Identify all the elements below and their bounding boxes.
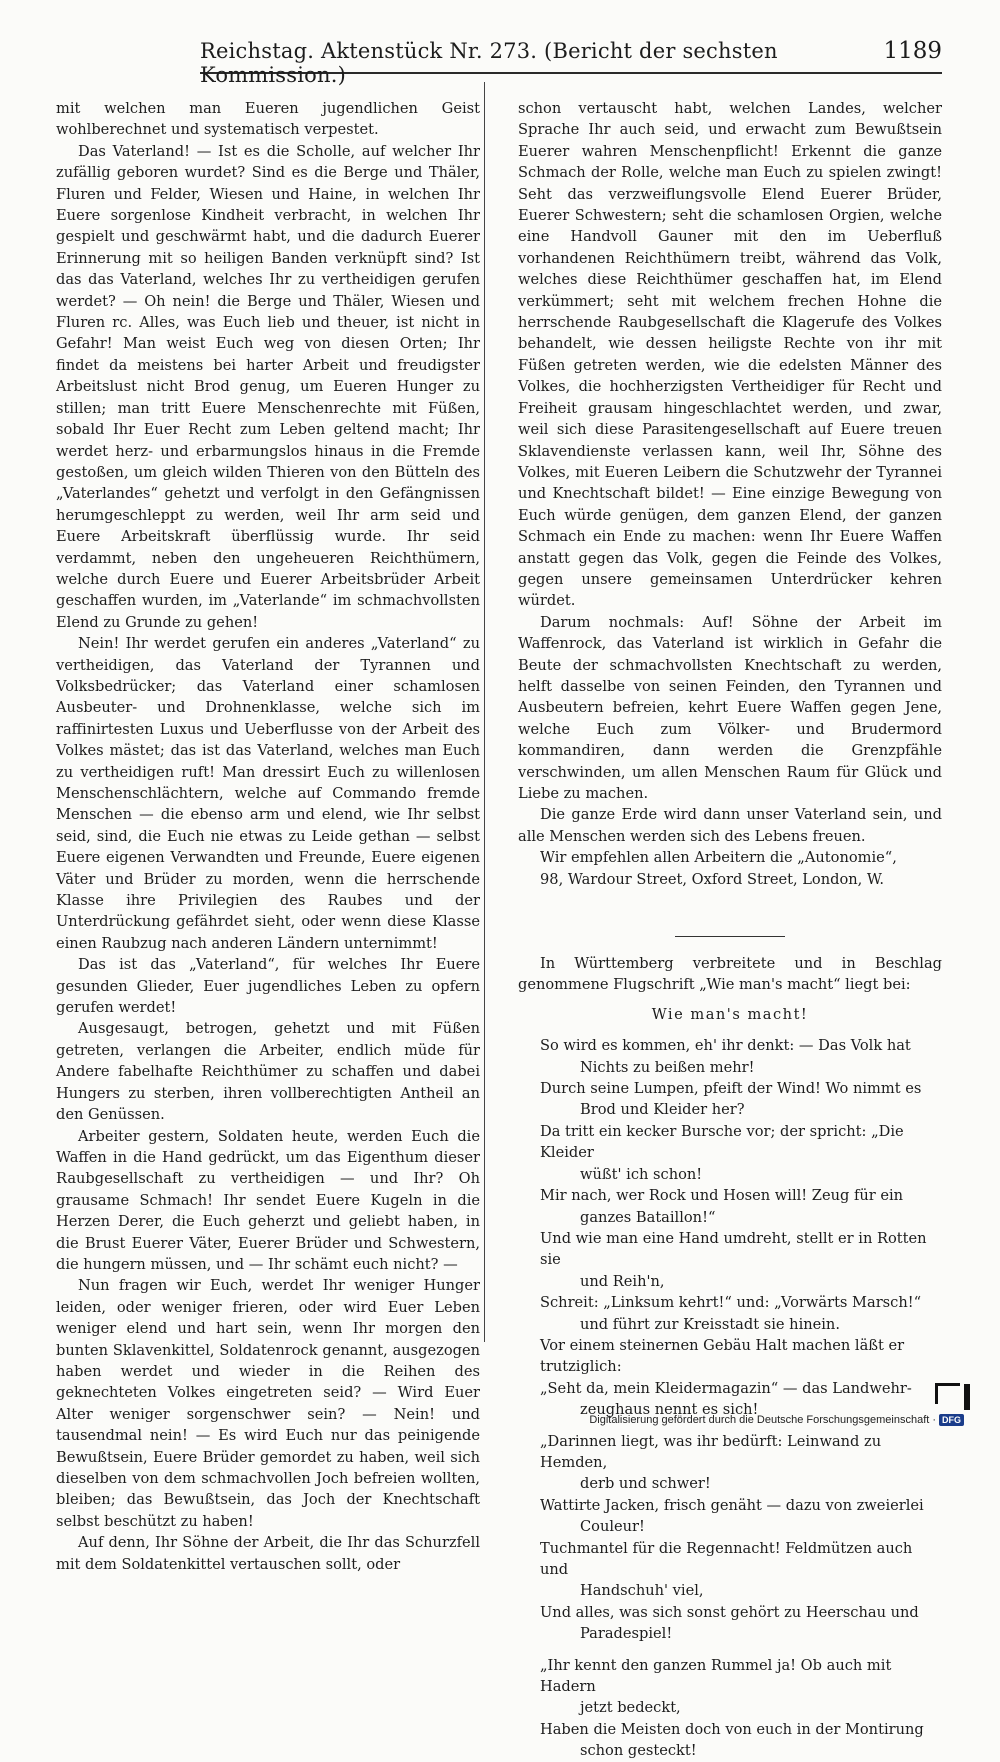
- page-title: Reichstag. Aktenstück Nr. 273. (Bericht der sechsten Kommission.): [200, 39, 778, 87]
- verse-line: „Ihr kennt den ganzen Rummel ja! Ob auch mit Hadern: [540, 1656, 892, 1696]
- verse-line: Schreit: „Linksum kehrt!“ und: „Vorwärts Marsch!“: [540, 1294, 922, 1312]
- verse-line-cont: Couleur!: [580, 1518, 645, 1536]
- right-column: [518, 98, 942, 1762]
- page-header: [200, 38, 942, 87]
- verse: [518, 1538, 942, 1602]
- verse: [518, 1185, 942, 1228]
- paragraph: schon vertauscht habt, welchen Landes, welcher Sprache Ihr auch seid, und erwacht zum Bewußtsein Euerer wahren Menschenpflicht! Erkennt die ganze Schmach der Rolle, welche man Euch zu spielen zwingt! Seht das verzweiflungsvolle Elend Euerer Brüder, Euerer Schwestern; seht die schamlosen Orgien, welche eine Handvoll Gauner mit den im Ueberfluß vorhandenen Reichthümern treibt, während das Volk, welches diese Reichthümer geschaffen hat, im Elend verkümmert; seht mit welchem frechen Hohne die herrschende Raubgesellschaft die Klagerufe des Volkes behandelt, wie dessen heiligste Rechte von ihr mit Füßen getreten werden, wie die edelsten Männer des Volkes, die hochherzigsten Vertheidiger für Recht und Freiheit grausam hingeschlachtet werden, und zwar, weil sich diese Parasitengesellschaft auf Euere treuen Sklavendienste verlassen kann, weil Ihr, Söhne des Volkes, mit Eueren Leibern die Schutzwehr der Tyrannei und Knechtschaft bildet! — Eine einzige Bewegung von Euch würde genügen, dem ganzen Elend, der ganzen Schmach ein Ende zu machen: wenn Ihr Euere Waffen anstatt gegen das Volk, gegen die Feinde des Volkes, gegen unsere gemeinsamen Unterdrücker kehren würdet.: [518, 100, 942, 610]
- poem-stanza: [518, 1431, 942, 1645]
- paragraph: Auf denn, Ihr Söhne der Arbeit, die Ihr das Schurzfell mit dem Soldatenkittel vertauschen sollt, oder: [56, 1534, 480, 1573]
- left-column: [56, 98, 480, 1575]
- verse-line: Da tritt ein kecker Bursche vor; der spricht: „Die Kleider: [540, 1122, 904, 1162]
- column-divider: [484, 82, 485, 1342]
- verse: [518, 1602, 942, 1645]
- attachment-intro: In Württemberg verbreitete und in Beschlag genommene Flugschrift „Wie man's macht“ liegt bei:: [518, 955, 942, 994]
- poem-stanza: [518, 1655, 942, 1762]
- verse: [518, 1495, 942, 1538]
- verse-line: Und alles, was sich sonst gehört zu Heerschau und: [540, 1603, 919, 1621]
- paragraph: mit welchen man Eueren jugendlichen Geist wohlberechnet und systematisch verpestet.: [56, 100, 480, 139]
- verse-line-cont: zeughaus nennt es sich!: [580, 1401, 759, 1419]
- page-corner-mark: [935, 1383, 960, 1404]
- digitization-footer: [589, 1414, 964, 1426]
- verse: [518, 1431, 942, 1495]
- verse-line: „Seht da, mein Kleidermagazin“ — das Landwehr-: [540, 1379, 912, 1397]
- verse-line: Mir nach, wer Rock und Hosen will! Zeug für ein: [540, 1187, 904, 1205]
- paragraph: Nun fragen wir Euch, werdet Ihr weniger Hunger leiden, oder weniger frieren, oder wird Euer Leben weniger elend und hart sein, wenn Ihr morgen den bunten Sklavenkittel, Soldatenrock genannt, ausgezogen haben werdet und wieder in die Reihen des geknechteten Volkes eingetreten seid? — Wird Euer Alter weniger sorgenschwer sein? — Nein! und tausendmal nein! — Es wird Euch nur das peinigende Bewußtsein, Euere Brüder gemordet zu haben, weil sich dieselben von dem schmachvollen Joch befreien wollten, bleiben; das Bewußtsein, das Joch der Knechtschaft selbst beschützt zu haben!: [56, 1277, 480, 1530]
- verse-line-cont: und Reih'n,: [580, 1272, 665, 1290]
- verse-line: So wird es kommen, eh' ihr denkt: — Das Volk hat: [540, 1037, 911, 1055]
- verse-line: Tuchmantel für die Regennacht! Feldmützen auch und: [540, 1539, 913, 1578]
- verse-line: Und wie man eine Hand umdreht, stellt er in Rotten sie: [540, 1229, 927, 1269]
- footer-separator: ·: [932, 1414, 936, 1426]
- page-number: 1189: [883, 38, 942, 64]
- verse-line-cont: Brod und Kleider her?: [580, 1101, 745, 1119]
- verse-line-cont: und führt zur Kreisstadt sie hinein.: [580, 1315, 840, 1333]
- verse-line-cont: Paradespiel!: [580, 1625, 673, 1643]
- paragraph: Ausgesaugt, betrogen, gehetzt und mit Füßen getreten, verlangen die Arbeiter, endlich müde für Andere fabelhafte Reichthümer zu schaffen und dabei Hungers zu sterben, ihren vollberechtigten Antheil an den Genüssen.: [56, 1020, 480, 1124]
- footer-credit: Digitalisierung gefördert durch die Deutsche Forschungsgemeinschaft: [589, 1414, 930, 1426]
- verse-line-cont: ganzes Bataillon!“: [580, 1208, 716, 1226]
- section-separator: [675, 936, 785, 937]
- paragraph: Die ganze Erde wird dann unser Vaterland sein, und alle Menschen werden sich des Lebens freuen.: [518, 806, 942, 845]
- verse-line-cont: wüßt' ich schon!: [580, 1165, 703, 1183]
- verse: [518, 1335, 942, 1378]
- verse-line: Vor einem steinernen Gebäu Halt machen läßt er trutziglich:: [540, 1336, 905, 1376]
- verse: [518, 1719, 942, 1762]
- verse: [518, 1292, 942, 1335]
- verse-line-cont: Nichts zu beißen mehr!: [580, 1058, 755, 1076]
- verse-line-cont: derb und schwer!: [580, 1475, 711, 1493]
- poem-title: Wie man's macht!: [651, 1005, 809, 1023]
- verse: [518, 1655, 942, 1719]
- signature-line: Wir empfehlen allen Arbeitern die „Autonomie“,: [540, 849, 897, 867]
- paragraph: Nein! Ihr werdet gerufen ein anderes „Vaterland“ zu vertheidigen, das Vaterland der Tyrannen und Volksbedrücker; das Vaterland einer schamlosen Ausbeuter- und Drohnenklasse, welche sich im raffinirtesten Luxus und Ueberflusse von der Arbeit des Volkes mästet; das ist das Vaterland, welches man Euch zu vertheidigen ruft! Man dressirt Euch zu willenlosen Menschenschlächtern, welche auf Commando fremde Menschen — die ebenso arm und elend, wie Ihr selbst seid, sind, die Euch nie etwas zu Leide gethan — selbst Euere eigenen Verwandten und Freunde, Euere eigenen Väter und Brüder zu morden, wenn die herrschende Klasse ihre Privilegien des Raubes und der Unterdrückung gefährdet sieht, oder wenn diese Klasse einen Raubzug nach anderen Ländern unternimmt!: [56, 635, 480, 952]
- address-line: 98, Wardour Street, Oxford Street, London, W.: [540, 870, 885, 888]
- verse-line: Wattirte Jacken, frisch genäht — dazu von zweierlei: [540, 1496, 924, 1514]
- verse: [518, 1121, 942, 1185]
- page-corner-bar: [964, 1384, 970, 1410]
- verse-line: Haben die Meisten doch von euch in der Montirung: [540, 1720, 924, 1738]
- paragraph: Arbeiter gestern, Soldaten heute, werden Euch die Waffen in die Hand gedrückt, um das Eigenthum dieser Raubgesellschaft zu vertheidigen — und Ihr? Oh grausame Schmach! Ihr sendet Euere Kugeln in die Herzen Derer, die Euch geherzt und geliebt haben, in die Brust Euerer Väter, Euerer Brüder und Schwestern, die hungern müssen, und — Ihr schämt euch nicht? —: [56, 1127, 480, 1273]
- paragraph: Das ist das „Vaterland“, für welches Ihr Euere gesunden Glieder, Euer jugendliches Leben zu opfern gerufen werdet!: [56, 956, 480, 1017]
- verse-line-cont: Handschuh' viel,: [580, 1582, 704, 1600]
- verse-line: „Darinnen liegt, was ihr bedürft: Leinwand zu Hemden,: [540, 1432, 882, 1471]
- poem-stanza: [518, 1035, 942, 1420]
- verse-line-cont: schon gesteckt!: [580, 1742, 697, 1760]
- verse: [518, 1078, 942, 1121]
- verse-line: Durch seine Lumpen, pfeift der Wind! Wo nimmt es: [540, 1080, 922, 1098]
- dfg-logo-icon: DFG: [939, 1414, 964, 1426]
- verse: [518, 1035, 942, 1078]
- verse: [518, 1228, 942, 1292]
- verse-line-cont: jetzt bedeckt,: [580, 1699, 681, 1717]
- paragraph: Darum nochmals: Auf! Söhne der Arbeit im Waffenrock, das Vaterland ist wirklich in Gefahr die Beute der schmachvollsten Knechtschaft zu werden, helft dasselbe von seinen Feinden, den Tyrannen und Ausbeutern befreien, kehrt Euere Waffen gegen Jene, welche Euch zum Völker- und Brudermord kommandiren, dann werden die Grenzpfähle verschwinden, um allen Menschen Raum für Glück und Liebe zu machen.: [518, 613, 942, 802]
- paragraph: Das Vaterland! — Ist es die Scholle, auf welcher Ihr zufällig geboren wurdet? Sind es die Berge und Thäler, Fluren und Felder, Wiesen und Haine, in welchen Ihr Euere sorgenlose Kindheit verbracht, in welchen Ihr gespielt und geschwärmt habt, und die dadurch Euerer Erinnerung mit so heiligen Banden verknüpft sind? Ist das das Vaterland, welches Ihr zu vertheidigen gerufen werdet? — Oh nein! die Berge und Thäler, Wiesen und Fluren rc. Alles, was Euch lieb und theuer, ist nicht in Gefahr! Man weist Euch weg von diesen Orten; Ihr findet da meistens bei harter Arbeit und freudigster Arbeitslust nicht Brod genug, um Eueren Hunger zu stillen; man tritt Euere Menschenrechte mit Füßen, sobald Ihr Euer Recht zum Leben geltend macht; Ihr werdet herz- und erbarmungslos hinaus in die Fremde gestoßen, um gleich wilden Thieren von den Bütteln des „Vaterlandes“ gehetzt und verfolgt in den Gefängnissen herumgeschleppt zu werden, weil Ihr arm seid und Euere Arbeitskraft überflüssig wurde. Ihr seid verdammt, neben den ungeheueren Reichthümern, welche durch Euere und Euerer Arbeitsbrüder Arbeit geschaffen wurden, im „Vaterlande“ im schmachvollsten Elend zu Grunde zu gehen!: [56, 142, 480, 631]
